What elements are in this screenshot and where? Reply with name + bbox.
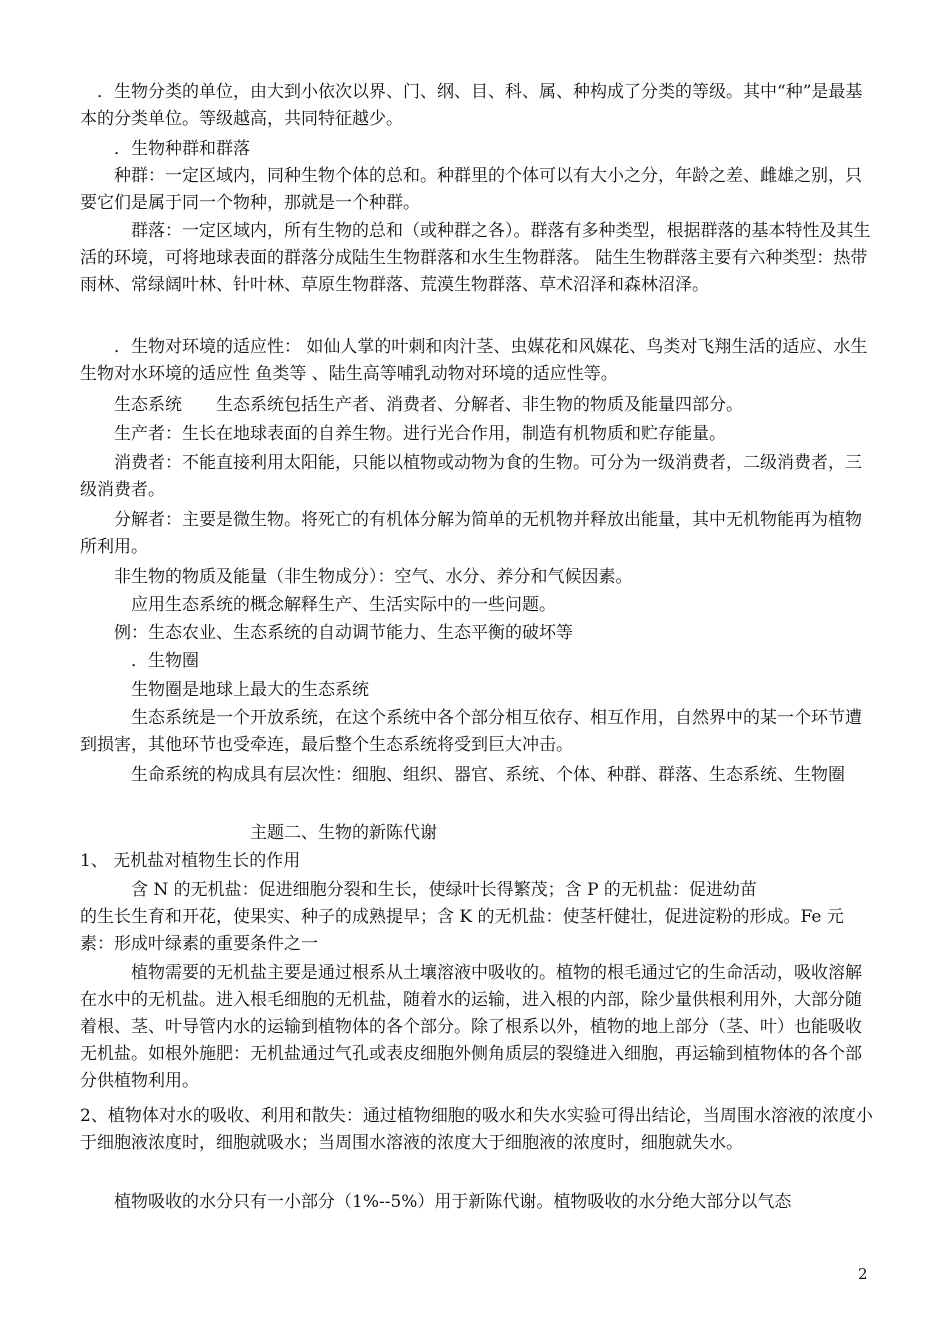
paragraph-producers: 生产者：生长在地球表面的自养生物。进行光合作用，制造有机物质和贮存能量。 <box>80 424 726 444</box>
paragraph-npk-line2: 的生长生育和开花，使果实、种子的成熟提早；含 K 的无机盐：使茎杆健壮，促进淀粉的形成。Fe 元素：形成叶绿素的重要条件之一 <box>80 907 844 954</box>
paragraph-salt-absorption: 植物需要的无机盐主要是通过根系从土壤溶液中吸收的。植物的根毛通过它的生命活动，吸收溶解在水中的无机盐。进入根毛细胞的无机盐，随着水的运输，进入根的内部，除少量供根利用外，大部分随着根、茎、叶导管内水的运输到植物体的各个部分。除了根系以外，植物的地上部分（茎、叶）也能吸收无机盐。如根外施肥：无机盐通过气孔或表皮细胞外侧角质层的裂缝进入细胞，再运输到植物体的各个部分供植物利用。 <box>80 963 862 1091</box>
paragraph-abiotic: 非生物的物质及能量（非生物成分）：空气、水分、养分和气候因素。 <box>80 567 633 587</box>
paragraph-open-system: 生态系统是一个开放系统，在这个系统中各个部分相互依存、相互作用，自然界中的某一个环节遭到损害，其他环节也受牵连，最后整个生态系统将受到巨大冲击。 <box>80 708 862 755</box>
heading-biosphere: ．生物圈 <box>80 651 199 671</box>
paragraph-community: 群落：一定区域内，所有生物的总和（或种群之各）。群落有多种类型，根据群落的基本特性及其生活的环境，可将地球表面的群落分成陆生生物群落和水生生物群落。 陆生生物群落主要有六种类型：热带雨林、常绿阔叶林、针叶林、草原生物群落、荒漠生物群落、草术沼泽和森林沼泽。 <box>80 221 871 295</box>
page-number: 2 <box>858 1265 868 1283</box>
paragraph-npk-line1: 含 N 的无机盐：促进细胞分裂和生长，使绿叶长得繁茂；含 P 的无机盐：促进幼苗 <box>80 880 757 900</box>
heading-theme-two: 主题二、生物的新陈代谢 <box>80 823 437 843</box>
paragraph-adaptation: ．生物对环境的适应性： 如仙人掌的叶刺和肉汁茎、虫媒花和风媒花、鸟类对飞翔生活的适应、水生生物对水环境的适应性 鱼类等 、陆生高等哺乳动物对环境的适应性等。 <box>80 337 868 384</box>
heading-inorganic-salts: 1、 无机盐对植物生长的作用 <box>80 851 301 871</box>
paragraph-examples: 例：生态农业、生态系统的自动调节能力、生态平衡的破坏等 <box>80 623 573 643</box>
heading-population-community: ．生物种群和群落 <box>80 139 250 159</box>
paragraph-biosphere: 生物圈是地球上最大的生态系统 <box>80 680 369 700</box>
paragraph-application: 应用生态系统的概念解释生产、生活实际中的一些问题。 <box>80 595 556 615</box>
paragraph-population: 种群：一定区域内，同种生物个体的总和。种群里的个体可以有大小之分，年龄之差、雌雄之别，只要它们是属于同一个物种，那就是一个种群。 <box>80 166 862 213</box>
paragraph-classification-units: ．生物分类的单位，由大到小依次以界、门、纲、目、科、属、种构成了分类的等级。其中“种”是最基本的分类单位。等级越高，共同特征越少。 <box>80 82 863 129</box>
paragraph-water-usage: 植物吸收的水分只有一小部分（1%--5%）用于新陈代谢。植物吸收的水分绝大部分以气态 <box>80 1192 792 1212</box>
paragraph-life-system-levels: 生命系统的构成具有层次性：细胞、组织、器官、系统、个体、种群、群落、生态系统、生物圈 <box>80 765 845 785</box>
paragraph-decomposers: 分解者：主要是微生物。将死亡的有机体分解为简单的无机物并释放出能量，其中无机物能再为植物所利用。 <box>80 510 862 557</box>
paragraph-water-absorption: 2、植物体对水的吸收、利用和散失：通过植物细胞的吸水和失水实验可得出结论，当周围水溶液的浓度小于细胞液浓度时，细胞就吸水；当周围水溶液的浓度大于细胞液的浓度时，细胞就失水。 <box>80 1106 873 1153</box>
paragraph-consumers: 消费者：不能直接利用太阳能，只能以植物或动物为食的生物。可分为一级消费者，二级消费者，三级消费者。 <box>80 453 862 500</box>
paragraph-ecosystem: 生态系统 生态系统包括生产者、消费者、分解者、非生物的物质及能量四部分。 <box>80 395 743 415</box>
